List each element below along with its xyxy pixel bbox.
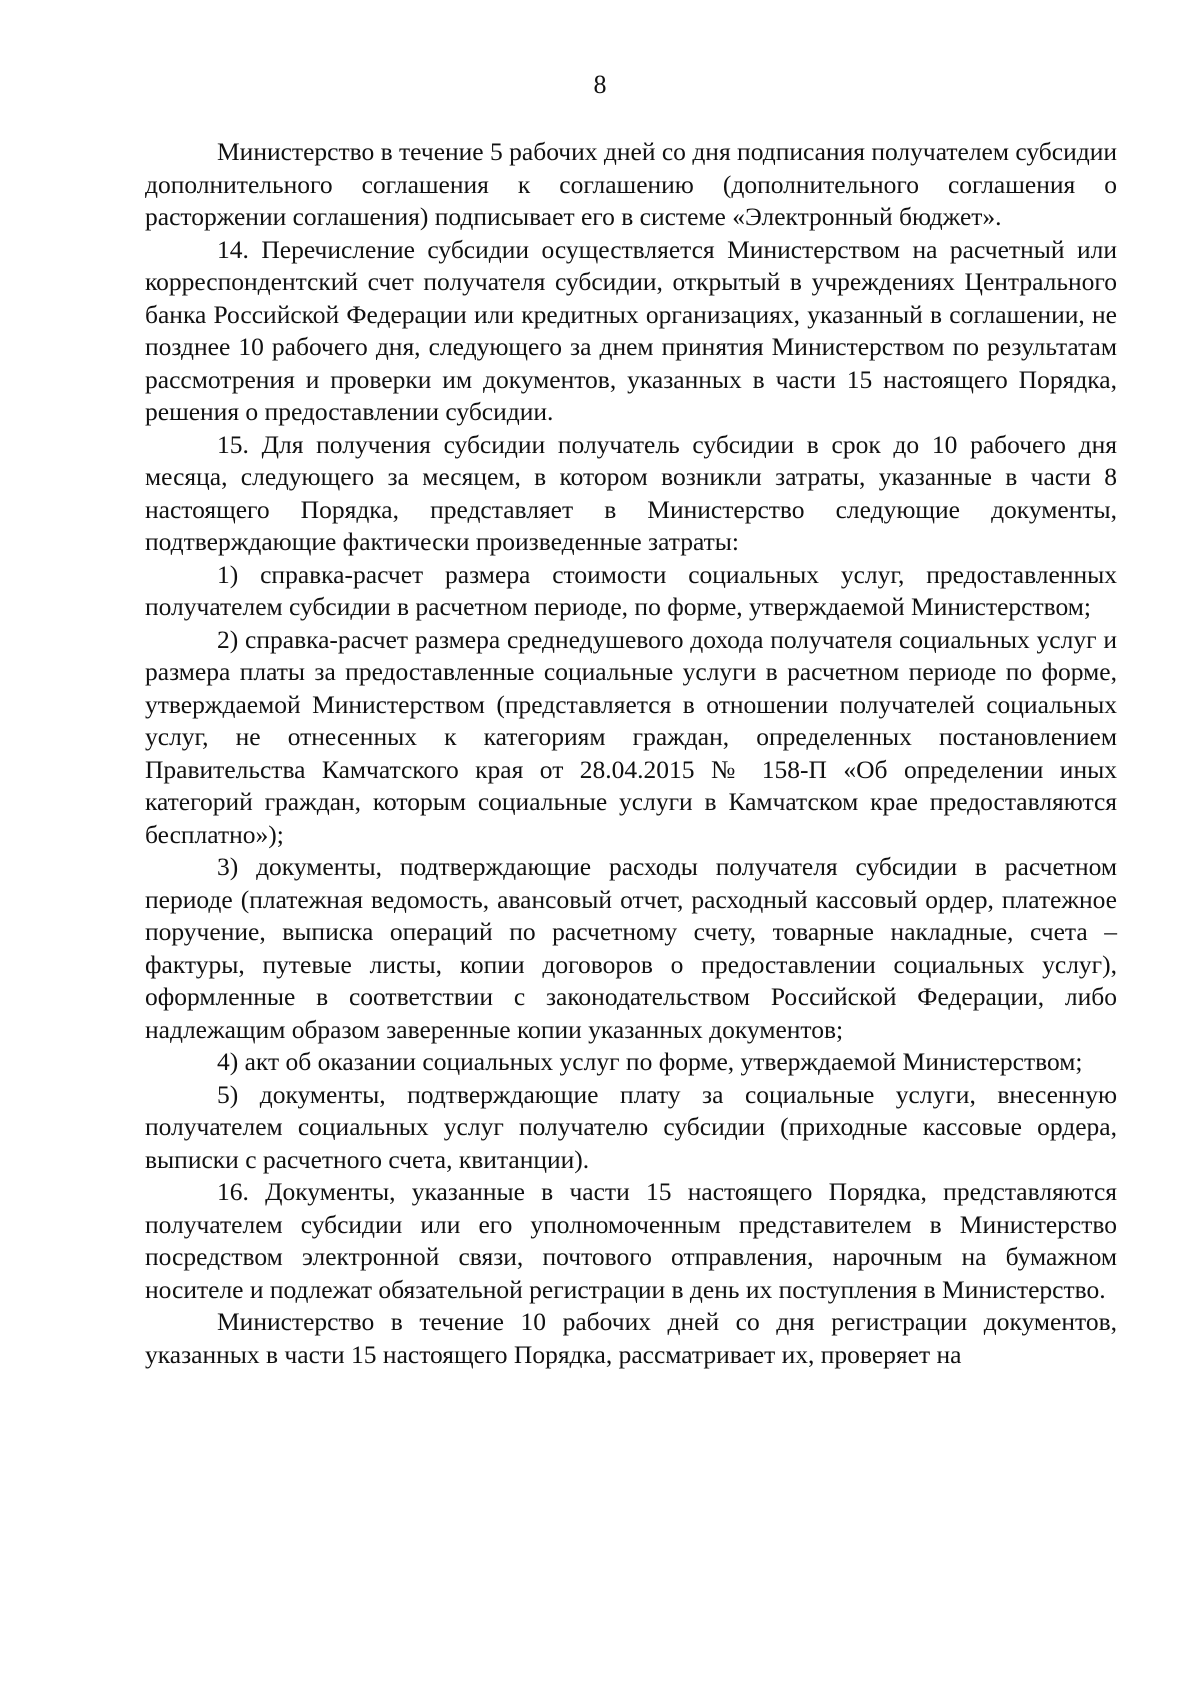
- list-item-3-expense-documents: 3) документы, подтверждающие расходы получателя субсидии в расчетном периоде (платежная ведомость, авансовый отчет, расходный кассовый ордер, платежное поручение, выписка операций по расчетному счету, товарные накладные, счета – фактуры, путевые листы, копии договоров о предоставлении социальных услуг), оформленные в соответствии с законодательством Российской Федерации, либо надлежащим образом заверенные копии указанных документов;: [145, 852, 1117, 1044]
- document-body: [145, 136, 1117, 1371]
- paragraph-14-subsidy-transfer: 14. Перечисление субсидии осуществляется Министерством на расчетный или корреспондентский счет получателя субсидии, открытый в учреждениях Центрального банка Российской Федерации или кредитных организациях, указанный в соглашении, не позднее 10 рабочего дня, следующего за днем принятия Министерством по результатам рассмотрения и проверки им документов, указанных в части 15 настоящего Порядка, решения о предоставлении субсидии.: [145, 234, 1117, 426]
- paragraph-16-document-submission: 16. Документы, указанные в части 15 настоящего Порядка, представляются получателем субсидии или его уполномоченным представителем в Министерство посредством электронной связи, почтового отправления, нарочным на бумажном носителе и подлежат обязательной регистрации в день их поступления в Министерство.: [145, 1177, 1117, 1304]
- page-number: 8: [593, 70, 607, 99]
- paragraph-15-documents-required: 15. Для получения субсидии получатель субсидии в срок до 10 рабочего дня месяца, следующего за месяцем, в котором возникли затраты, указанные в части 8 настоящего Порядка, представляет в Министерство следующие документы, подтверждающие фактически произведенные затраты:: [145, 429, 1117, 556]
- paragraph-document-review: Министерство в течение 10 рабочих дней со дня регистрации документов, указанных в части 15 настоящего Порядка, рассматривает их, проверяет на: [145, 1307, 1117, 1369]
- list-item-2-income-calculation: 2) справка-расчет размера среднедушевого дохода получателя социальных услуг и размера платы за предоставленные социальные услуги в расчетном периоде по форме, утверждаемой Министерством (представляется в отношении получателей социальных услуг, не отнесенных к категориям граждан, определенных постановлением Правительства Камчатского края от 28.04.2015 № 158-П «Об определении иных категорий граждан, которым социальные услуги в Камчатском крае предоставляются бесплатно»);: [145, 624, 1117, 849]
- list-item-4-services-act: 4) акт об оказании социальных услуг по форме, утверждаемой Министерством;: [217, 1047, 1083, 1076]
- list-item-5-payment-documents: 5) документы, подтверждающие плату за социальные услуги, внесенную получателем социальных услуг получателю субсидии (приходные кассовые ордера, выписки с расчетного счета, квитанции).: [145, 1079, 1117, 1174]
- paragraph-agreement-signing: Министерство в течение 5 рабочих дней со дня подписания получателем субсидии дополнительного соглашения к соглашению (дополнительного соглашения о расторжении соглашения) подписывает его в системе «Электронный бюджет».: [145, 137, 1117, 231]
- list-item-1-cost-calculation: 1) справка-расчет размера стоимости социальных услуг, предоставленных получателем субсидии в расчетном периоде, по форме, утверждаемой Министерством;: [145, 559, 1117, 621]
